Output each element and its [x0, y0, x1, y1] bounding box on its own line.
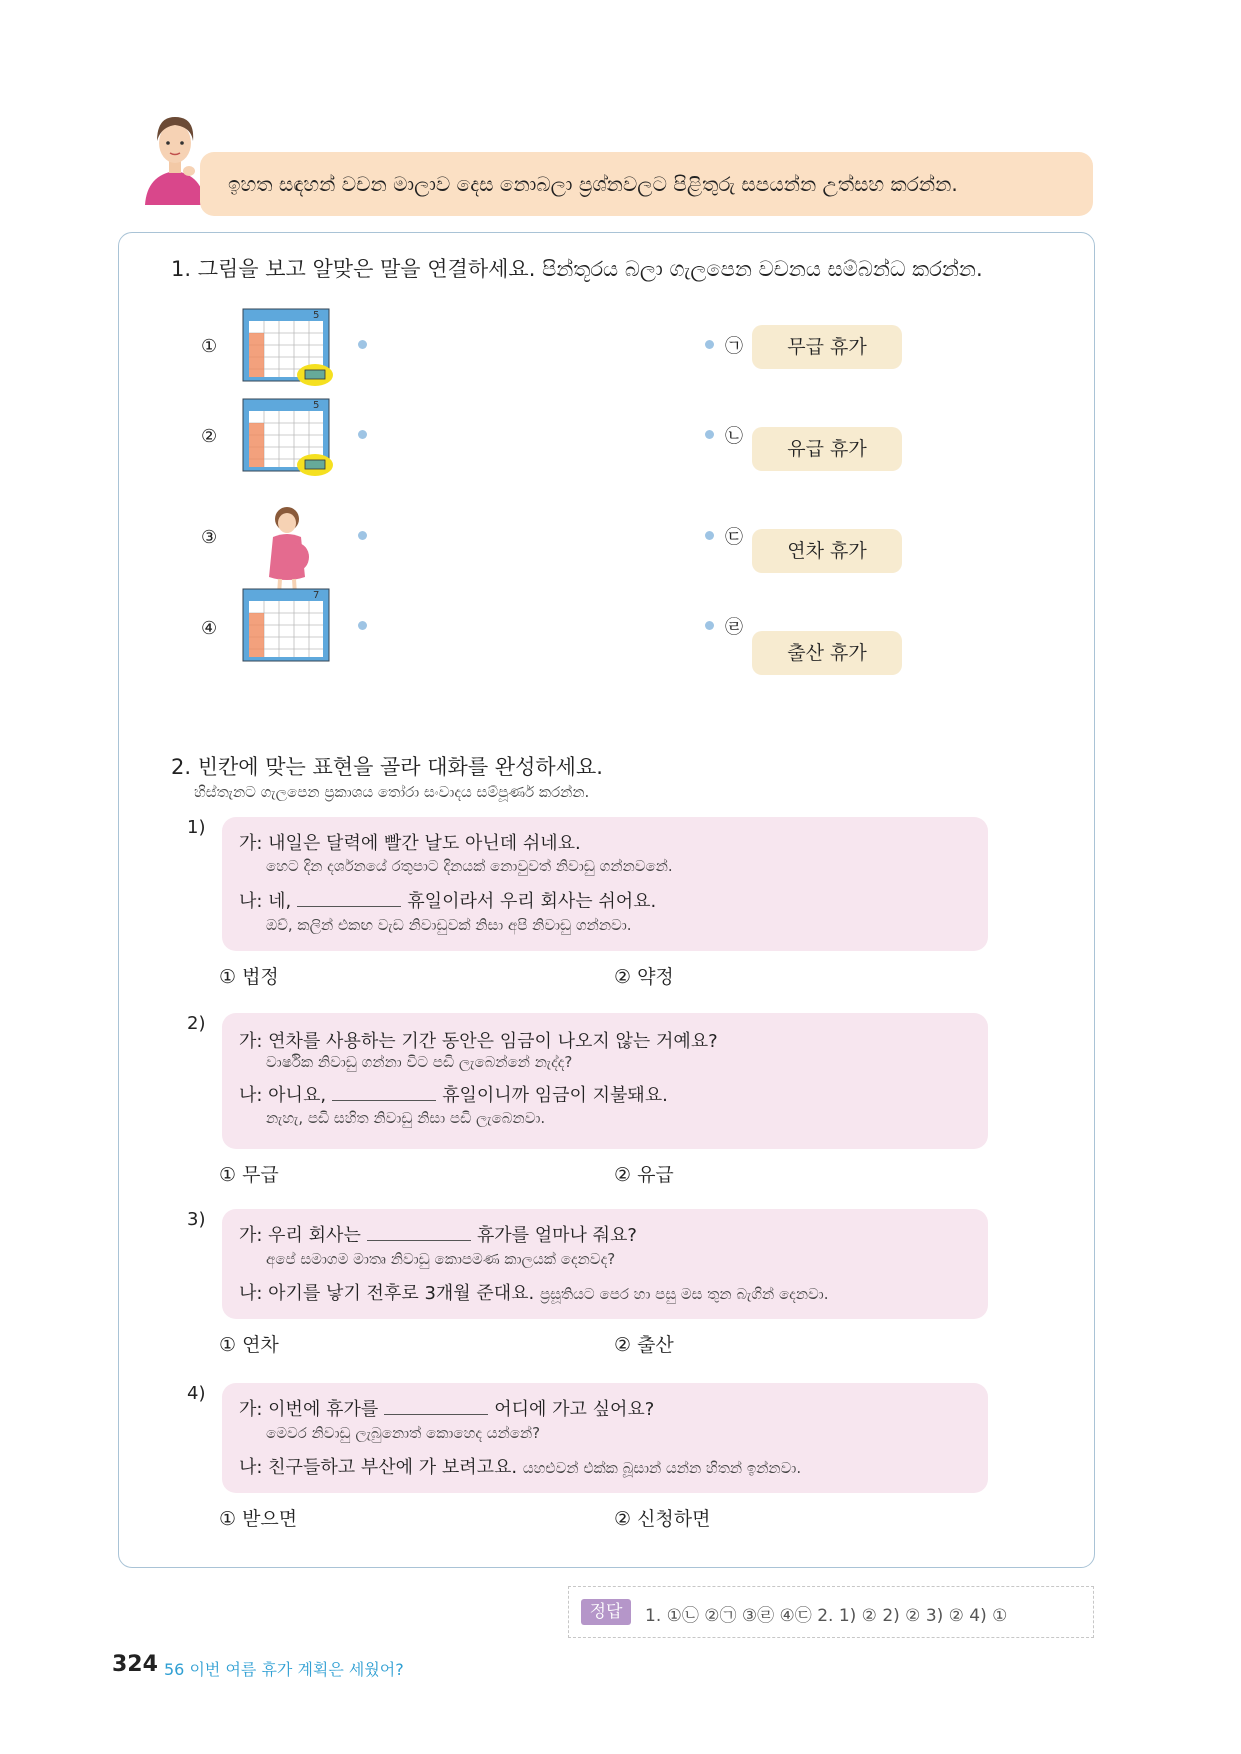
right-match-dot[interactable] — [705, 340, 714, 349]
option-chip[interactable]: 연차 휴가 — [752, 529, 902, 573]
exercise-box — [118, 232, 1095, 1568]
item-number: 2) — [187, 1013, 206, 1034]
dialogue-line-a: 가: 연차를 사용하는 기간 동안은 임금이 나오지 않는 거예요? — [239, 1031, 718, 1052]
answer-blank[interactable] — [332, 1084, 436, 1101]
translation-b: නැහැ, පඩි සහිත නිවාඩු නිසා පඩි ලැබෙනවා. — [266, 1109, 546, 1127]
answer-blank[interactable] — [384, 1398, 488, 1415]
translation-b: ප්‍රසූතියට පෙර හා පසු මස තුන බැගින් දෙනවා. — [540, 1285, 829, 1303]
choice-option[interactable]: ② 신청하면 — [614, 1508, 711, 1530]
choice-option[interactable]: ① 법정 — [219, 966, 279, 988]
option-chip[interactable]: 출산 휴가 — [752, 631, 902, 675]
dialogue-line-b: 나: 아기를 낳기 전후로 3개월 준대요. ප්‍රසූතියට පෙර හා පසු මස තුන බැගින් දෙනවා. — [239, 1283, 829, 1304]
dialogue-box — [222, 1383, 988, 1493]
calendar-icon — [239, 583, 339, 669]
left-match-dot[interactable] — [358, 340, 367, 349]
calendar-icon — [239, 303, 339, 389]
dialogue-line-a: 가: 우리 회사는 휴가를 얼마나 줘요? — [239, 1225, 637, 1246]
question-1-title: 1. 그림을 보고 알맞은 말을 연결하세요. පින්තූරය බලා ගැලපෙන වචනය සම්බන්ධ කරන්න. — [171, 257, 983, 281]
calendar-icon — [239, 393, 339, 479]
translation-a: හෙට දින දර්ශනයේ රතුපාට දිනයක් නොවුවත් නිවාඩු ගන්නවනේ. — [266, 857, 673, 875]
chapter-title: 56 이번 여름 휴가 계획은 세웠어? — [164, 1660, 404, 1679]
choice-option[interactable]: ① 받으면 — [219, 1508, 298, 1530]
left-match-dot[interactable] — [358, 621, 367, 630]
calendar-month: 5 — [313, 310, 320, 321]
right-match-dot[interactable] — [705, 531, 714, 540]
answer-text: 1. ①㉡ ②㉠ ③㉣ ④㉢ 2. 1) ② 2) ② 3) ② 4) ① — [645, 1606, 1008, 1626]
page-number: 324 — [112, 1652, 158, 1677]
dialogue-box — [222, 817, 988, 951]
calendar-month: 5 — [313, 400, 320, 411]
dialogue-line-b: 나: 아니요, 휴일이니까 임금이 지불돼요. — [239, 1085, 668, 1106]
choice-option[interactable]: ① 무급 — [219, 1164, 279, 1186]
item-number: 3) — [187, 1209, 206, 1230]
dialogue-line-a: 가: 이번에 휴가를 어디에 가고 싶어요? — [239, 1399, 655, 1420]
translation-a: මෙවර නිවාඩු ලැබුනොත් කොහෙද යන්නේ? — [266, 1424, 541, 1442]
calendar-month: 7 — [313, 590, 320, 601]
left-item-number: ③ — [201, 527, 218, 548]
dialogue-box — [222, 1209, 988, 1319]
right-match-dot[interactable] — [705, 621, 714, 630]
translation-a: අපේ සමාගම මාතෘ නිවාඩු කොපමණ කාලයක් දෙනවද? — [266, 1250, 616, 1268]
instruction-text: ඉහත සඳහන් වචන මාලාව දෙස නොබලා ප්‍රශ්නවලට පිළිතුරු සපයන්න උත්සහ කරන්න. — [228, 172, 958, 196]
translation-a: වාර්ෂික නිවාඩු ගන්නා විට පඩි ලැබෙන්නේ නැද්ද? — [266, 1053, 573, 1071]
item-number: 1) — [187, 817, 206, 838]
choice-option[interactable]: ② 약정 — [614, 966, 674, 988]
translation-b: ඔව්, කලින් එකඟ වැඩ නිවාඩුවක් නිසා අපි නිවාඩු ගන්නවා. — [266, 916, 632, 934]
option-letter: ㉣ — [725, 617, 743, 638]
choice-option[interactable]: ② 출산 — [614, 1334, 674, 1356]
right-match-dot[interactable] — [705, 430, 714, 439]
instruction-banner — [200, 152, 1093, 216]
dialogue-line-a: 가: 내일은 달력에 빨간 날도 아닌데 쉬네요. — [239, 833, 581, 854]
question-2-title: 2. 빈칸에 맞는 표현을 골라 대화를 완성하세요. — [171, 755, 603, 779]
left-item-number: ① — [201, 336, 218, 357]
option-letter: ㉢ — [725, 527, 743, 548]
answer-blank[interactable] — [367, 1224, 471, 1241]
option-chip[interactable]: 유급 휴가 — [752, 427, 902, 471]
answer-key — [568, 1586, 1094, 1638]
left-match-dot[interactable] — [358, 531, 367, 540]
option-letter: ㉠ — [725, 336, 743, 357]
translation-b: යහළුවන් එක්ක බූසාන් යන්න හිතන් ඉන්නවා. — [522, 1459, 802, 1477]
item-number: 4) — [187, 1383, 206, 1404]
answer-blank[interactable] — [297, 890, 401, 907]
dialogue-box — [222, 1013, 988, 1149]
choice-option[interactable]: ① 연차 — [219, 1334, 279, 1356]
left-item-number: ④ — [201, 618, 218, 639]
option-letter: ㉡ — [725, 426, 743, 447]
option-chip[interactable]: 무급 휴가 — [752, 325, 902, 369]
question-2-subtitle: හිස්තැනට ගැලපෙන ප්‍රකාශය තෝරා සංවාදය සම්පූර්ණ කරන්න. — [194, 783, 590, 801]
answer-label: 정답 — [581, 1599, 631, 1625]
dialogue-line-b: 나: 네, 휴일이라서 우리 회사는 쉬어요. — [239, 891, 657, 912]
choice-option[interactable]: ② 유급 — [614, 1164, 674, 1186]
left-match-dot[interactable] — [358, 430, 367, 439]
dialogue-line-b: 나: 친구들하고 부산에 가 보려고요. යහළුවන් එක්ක බූසාන් යන්න හිතන් ඉන්නවා. — [239, 1457, 802, 1478]
left-item-number: ② — [201, 426, 218, 447]
